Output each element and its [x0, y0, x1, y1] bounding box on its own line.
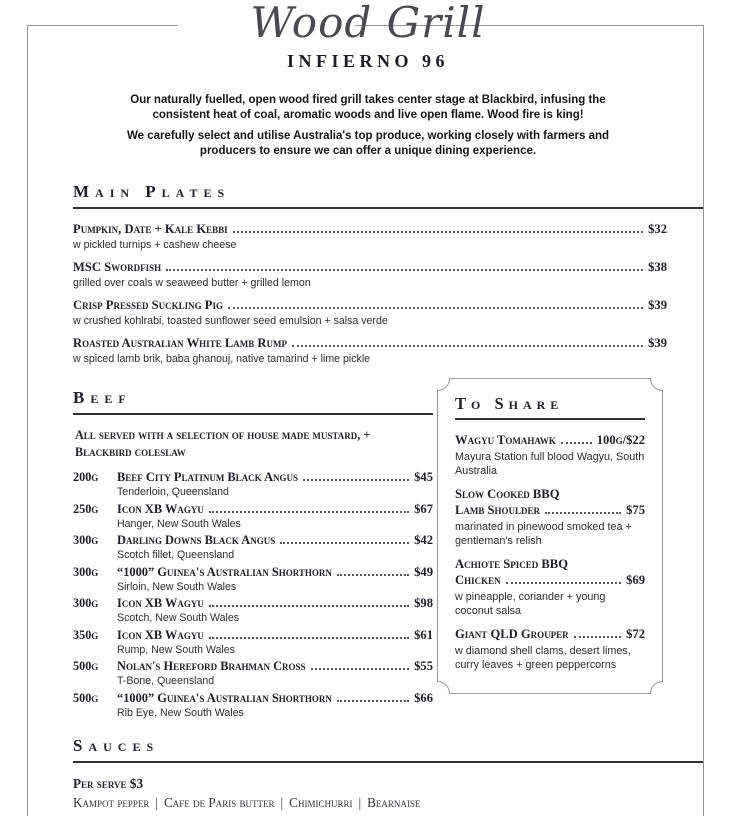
dotted-leader — [292, 345, 643, 347]
dotted-leader — [545, 512, 621, 514]
menu-item — [73, 533, 433, 562]
item-price: $72 — [626, 627, 645, 641]
item-name: Nolan's Hereford Brahman Cross — [117, 659, 306, 673]
section-beef — [73, 388, 433, 722]
sauce-option: Cafe de Paris butter — [163, 795, 275, 810]
dotted-leader — [311, 668, 410, 670]
section-rule — [455, 418, 645, 420]
item-description: Rump, New South Wales — [117, 643, 235, 656]
item-description: w pickled turnips + cashew cheese — [73, 239, 237, 251]
to-share-list — [455, 432, 645, 672]
section-title-to-share: To Share — [455, 394, 564, 413]
menu-item — [73, 222, 667, 252]
item-description: grilled over coals w seaweed butter + grilled lemon — [73, 277, 311, 289]
item-description: Sirloin, New South Wales — [117, 580, 237, 593]
brand-subtitle: INFIERNO 96 — [286, 51, 449, 71]
item-price: $75 — [626, 503, 645, 517]
item-weight: 350g — [73, 627, 99, 642]
item-price: $39 — [648, 336, 667, 350]
item-name: Chicken — [455, 573, 501, 587]
dotted-leader — [233, 231, 643, 233]
item-description: Scotch fillet, Queensland — [117, 549, 235, 561]
item-name: Giant QLD Grouper — [455, 627, 569, 641]
section-rule — [73, 761, 703, 763]
dotted-leader — [337, 574, 409, 576]
dotted-leader — [209, 511, 409, 513]
menu-item — [455, 626, 645, 672]
item-name: “1000” Guinea's Australian Shorthorn — [117, 564, 332, 579]
item-price: 100g/$22 — [596, 433, 645, 447]
item-description: marinated in pinewood smoked tea + gentleman's relish — [455, 521, 632, 547]
sauce-option: Kampot pepper — [73, 795, 150, 810]
item-weight: 500g — [73, 659, 99, 673]
separator: | — [155, 795, 158, 810]
item-name: Lamb Shoulder — [455, 503, 541, 517]
item-name-line1: Achiote Spiced BBQ — [455, 557, 569, 571]
menu-item — [455, 432, 645, 478]
intro-paragraph-1: Our naturally fuelled, open wood fired grill takes center stage at Blackbird, infusing the consistent heat of coal, aromatic woods and live open flame. Wood fire is king! — [130, 94, 606, 121]
menu-item — [73, 565, 433, 594]
menu-item — [73, 596, 433, 625]
item-name: Wagyu Tomahawk — [455, 433, 556, 447]
section-title-main-plates: Main Plates — [73, 182, 231, 201]
item-description: w diamond shell clams, desert limes, curry leaves + green peppercorns — [455, 645, 631, 671]
frame-left-line — [27, 25, 28, 816]
item-name: “1000” Guinea's Australian Shorthorn — [117, 690, 332, 705]
item-description: Tenderloin, Queensland — [117, 486, 229, 498]
dotted-leader — [506, 582, 622, 584]
item-name: Icon XB Wagyu — [117, 596, 204, 610]
item-description: Rib Eye, New South Wales — [117, 706, 244, 719]
dotted-leader — [166, 269, 643, 271]
item-weight: 300g — [73, 596, 99, 610]
separator: | — [358, 795, 362, 810]
item-price: $98 — [414, 596, 433, 610]
dotted-leader — [574, 636, 621, 638]
item-price: $38 — [648, 260, 667, 274]
section-rule — [73, 413, 433, 415]
item-price: $45 — [414, 470, 433, 484]
item-price: $32 — [648, 222, 667, 236]
item-name: Pumpkin, Date + Kale Kebbi — [73, 222, 228, 236]
sauces-options — [73, 795, 703, 811]
dotted-leader — [303, 479, 409, 481]
item-description: Hanger, New South Wales — [117, 517, 241, 530]
section-main-plates — [73, 182, 703, 366]
item-name: MSC Swordfish — [73, 260, 162, 274]
dotted-leader — [337, 700, 409, 702]
dotted-leader — [228, 307, 643, 309]
item-price: $67 — [414, 501, 433, 516]
menu-item — [73, 298, 667, 328]
sauce-option: Chimichurri — [289, 795, 353, 810]
item-name: Icon XB Wagyu — [117, 501, 204, 516]
dotted-leader — [209, 637, 409, 639]
header — [0, 0, 736, 72]
menu-item — [73, 336, 667, 366]
section-title-sauces: Sauces — [73, 736, 160, 755]
menu-item — [73, 628, 433, 657]
dotted-leader — [280, 542, 409, 544]
item-price: $55 — [414, 659, 433, 673]
item-name: Crisp Pressed Suckling Pig — [73, 298, 223, 312]
dotted-leader — [209, 605, 409, 607]
frame-right-line — [703, 25, 704, 816]
item-description: Scotch, New South Wales — [117, 612, 240, 624]
dotted-leader — [561, 442, 592, 444]
section-sauces — [73, 736, 703, 811]
item-name-line1: Slow Cooked BBQ — [455, 487, 560, 501]
intro-text — [122, 93, 614, 158]
item-price: $42 — [414, 533, 433, 547]
item-description: w pineapple, coriander + young coconut salsa — [455, 591, 606, 617]
item-name: Beef City Platinum Black Angus — [117, 470, 299, 484]
menu-item — [73, 691, 433, 720]
item-description: Mayura Station full blood Wagyu, South Australia — [455, 451, 645, 477]
item-description: T-Bone, Queensland — [117, 675, 215, 687]
item-price: $39 — [648, 298, 667, 312]
menu-item — [73, 502, 433, 531]
item-price: $61 — [414, 627, 433, 642]
section-rule — [73, 207, 703, 209]
sauces-per-serve: Per serve $3 — [73, 776, 144, 791]
section-title-beef: Beef — [73, 388, 132, 407]
item-name: Roasted Australian White Lamb Rump — [73, 336, 287, 350]
main-plates-list — [73, 222, 667, 366]
item-name: Darling Downs Black Angus — [117, 533, 276, 547]
brand-logo-script: Wood Grill — [250, 0, 486, 47]
item-weight: 250g — [73, 501, 99, 516]
item-weight: 300g — [73, 533, 99, 547]
intro-paragraph-2: We carefully select and utilise Australia's top produce, working closely with farmers and producers to ensure we can offer a unique dining experience. — [126, 130, 610, 157]
item-weight: 200g — [73, 470, 99, 484]
two-column-area — [73, 388, 703, 722]
menu-item — [73, 659, 433, 688]
section-to-share — [437, 378, 663, 694]
menu-item — [455, 486, 645, 548]
item-price: $66 — [414, 690, 433, 705]
item-description: w spiced lamb brik, baba ghanouj, native tamarind + lime pickle — [73, 353, 371, 365]
menu-item — [73, 260, 667, 290]
item-weight: 300g — [73, 564, 99, 579]
menu-content — [73, 182, 703, 811]
separator: | — [280, 795, 284, 810]
beef-note: All served with a selection of house made mustard, + Blackbird coleslaw — [75, 428, 371, 459]
item-price: $49 — [414, 564, 433, 579]
sauce-option: Bearnaise — [367, 795, 421, 810]
menu-item — [455, 556, 645, 618]
item-price: $69 — [626, 573, 645, 587]
menu-item — [73, 470, 433, 499]
item-name: Icon XB Wagyu — [117, 627, 204, 642]
item-weight: 500g — [73, 690, 99, 705]
item-description: w crushed kohlrabi, toasted sunflower seed emulsion + salsa verde — [73, 315, 388, 327]
